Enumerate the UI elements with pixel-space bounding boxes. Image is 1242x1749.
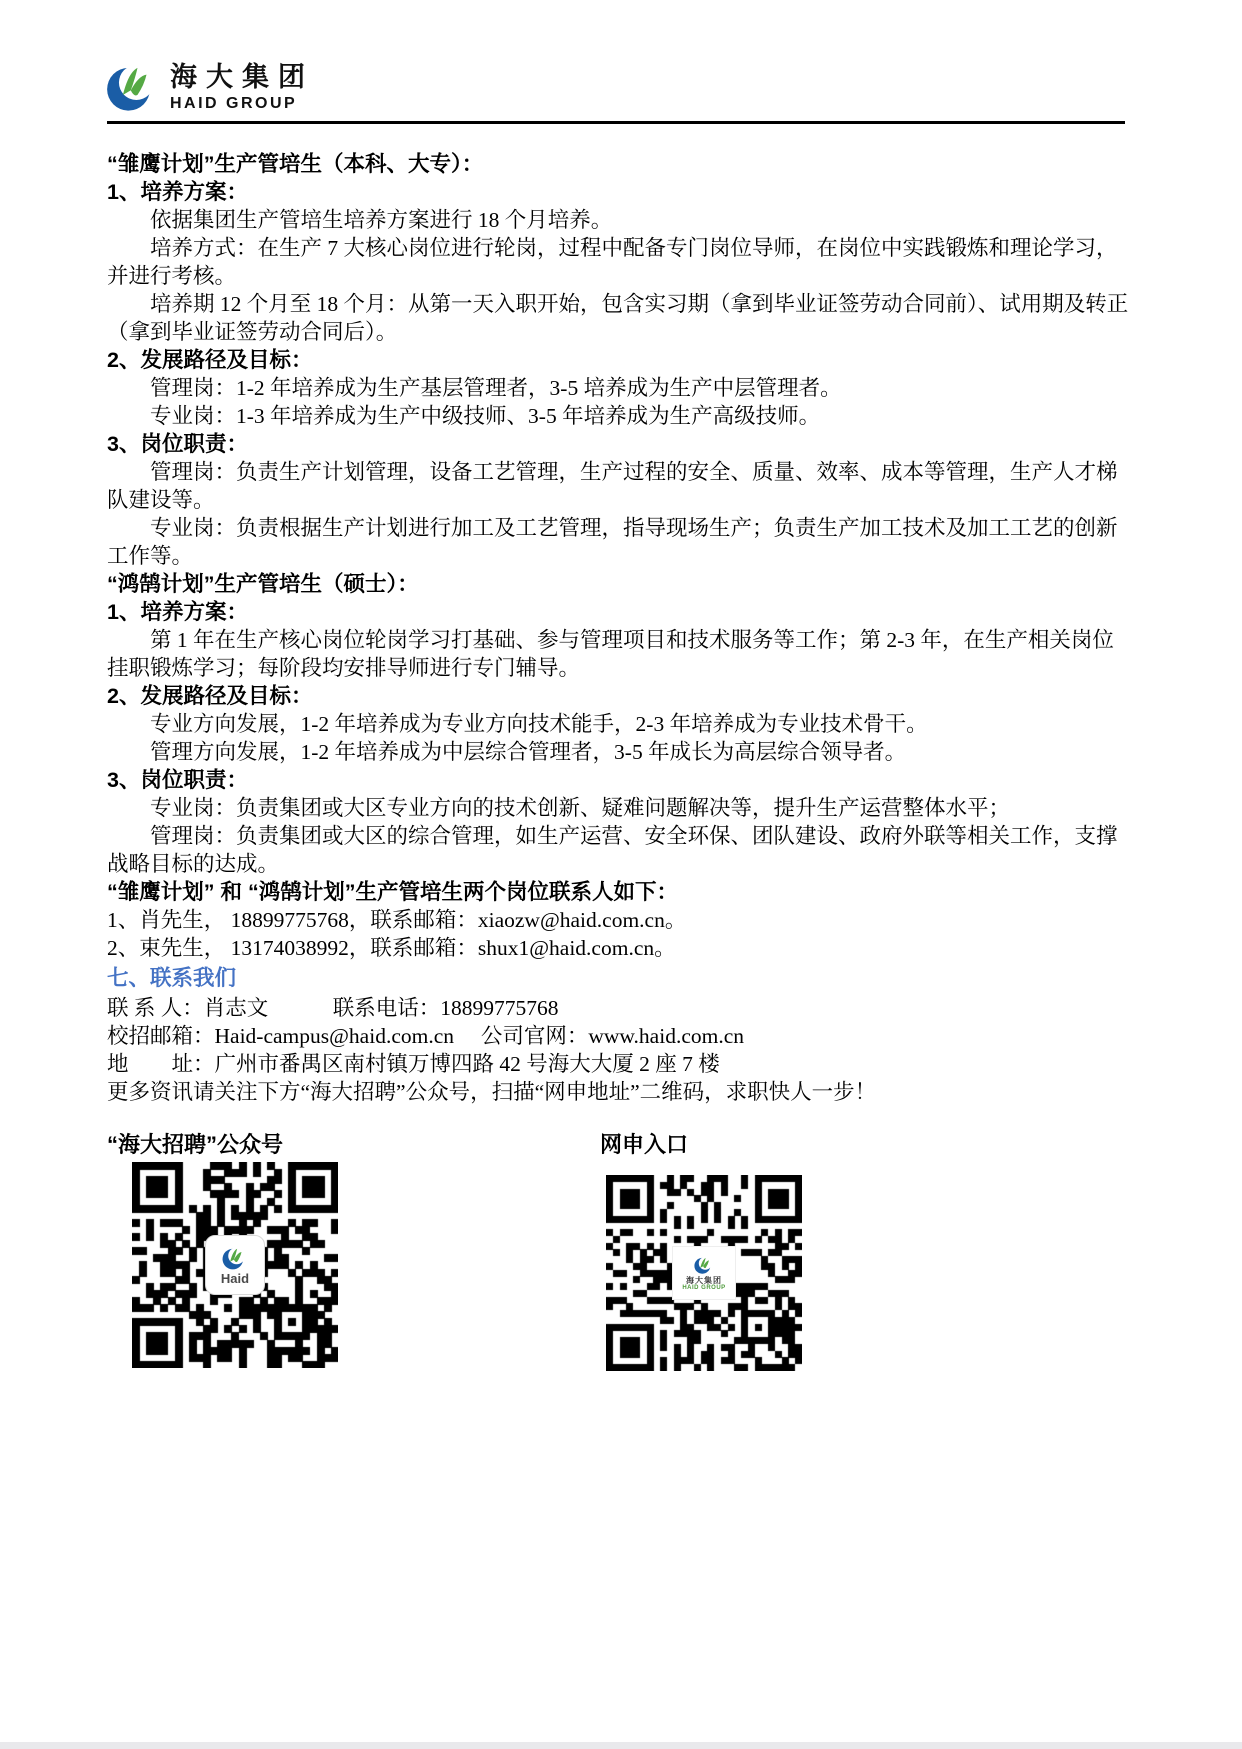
paragraph: 依据集团生产管培生培养方案进行 18 个月培养。 xyxy=(150,208,613,232)
qr-section xyxy=(107,1131,1135,1371)
qr-logo-text-en: HAID GROUP xyxy=(682,1284,726,1291)
paragraph: 管理岗：1-2 年培养成为生产基层管理者，3-5 培养成为生产中层管理者。 xyxy=(150,376,842,400)
haid-logo-icon xyxy=(222,1245,248,1271)
qr-column-apply xyxy=(600,1131,1135,1371)
haid-logo xyxy=(106,60,314,114)
logo-name-en: HAID GROUP xyxy=(170,94,298,112)
qr-logo-text-cn: 海大集团 xyxy=(686,1275,722,1285)
page-bottom-bar xyxy=(0,1742,1242,1749)
promo-line: 更多资讯请关注下方“海大招聘”公众号，扫描“网申地址”二维码，求职快人一步！ xyxy=(107,1080,877,1104)
haid-logo-icon xyxy=(694,1255,714,1275)
contact-person-line: 2、束先生， 13174038992，联系邮箱：shux1@haid.com.cn。 xyxy=(107,936,676,960)
paragraph: 培养方式：在生产 7 大核心岗位进行轮岗，过程中配备专门岗位导师，在岗位中实践锻炼和理论学习，并进行考核。 xyxy=(107,236,1118,288)
qr-code-apply xyxy=(606,1175,802,1371)
qr-label-wechat: “海大招聘”公众号 xyxy=(107,1132,284,1157)
header-divider xyxy=(107,121,1125,124)
paragraph: 管理方向发展，1-2 年培养成为中层综合管理者，3-5 年成长为高层综合领导者。 xyxy=(150,740,907,764)
contact-person-line: 1、肖先生， 18899775768，联系邮箱：xiaozw@haid.com.cn。 xyxy=(107,908,687,932)
paragraph: 专业岗：1-3 年培养成为生产中级技师、3-5 年培养成为生产高级技师。 xyxy=(150,404,821,428)
qr-center-logo xyxy=(672,1246,736,1300)
paragraph: 第 1 年在生产核心岗位轮岗学习打基础、参与管理项目和技术服务等工作；第 2-3 年，在生产相关岗位挂职锻炼学习；每阶段均安排导师进行专门辅导。 xyxy=(107,628,1114,680)
section2-item3-heading: 3、岗位职责： xyxy=(107,768,248,792)
contact-persons-title: “雏鹰计划” 和 “鸿鹄计划”生产管培生两个岗位联系人如下： xyxy=(107,880,678,904)
section1-item3-heading: 3、岗位职责： xyxy=(107,432,248,456)
section1-title: “雏鹰计划”生产管培生（本科、大专）： xyxy=(107,152,484,176)
section2-title: “鸿鹄计划”生产管培生（硕士）： xyxy=(107,572,419,596)
contact-email-website-line: 校招邮箱：Haid-campus@haid.com.cn 公司官网：www.haid.com.cn xyxy=(107,1024,745,1048)
contact-us-title: 七、联系我们 xyxy=(107,966,237,990)
paragraph: 专业方向发展，1-2 年培养成为专业方向技术能手，2-3 年培养成为专业技术骨干。 xyxy=(150,712,928,736)
paragraph: 管理岗：负责生产计划管理，设备工艺管理，生产过程的安全、质量、效率、成本等管理，生产人才梯队建设等。 xyxy=(107,460,1118,512)
section2-item1-heading: 1、培养方案： xyxy=(107,600,248,624)
section1-item2-heading: 2、发展路径及目标： xyxy=(107,348,313,372)
qr-column-wechat xyxy=(107,1131,600,1371)
contact-address-line: 地 址：广州市番禺区南村镇万博四路 42 号海大大厦 2 座 7 楼 xyxy=(107,1052,720,1076)
paragraph: 管理岗：负责集团或大区的综合管理，如生产运营、安全环保、团队建设、政府外联等相关工作，支撑战略目标的达成。 xyxy=(107,824,1118,876)
paragraph: 培养期 12 个月至 18 个月：从第一天入职开始，包含实习期（拿到毕业证签劳动合同前）、试用期及转正（拿到毕业证签劳动合同后）。 xyxy=(107,292,1129,344)
qr-logo-text: Haid xyxy=(220,1271,250,1286)
paragraph: 专业岗：负责集团或大区专业方向的技术创新、疑难问题解决等，提升生产运营整体水平； xyxy=(150,796,1011,820)
section1-item1-heading: 1、培养方案： xyxy=(107,180,248,204)
section2-item2-heading: 2、发展路径及目标： xyxy=(107,684,313,708)
logo-text xyxy=(170,62,314,113)
contact-name-phone-line: 联 系 人：肖志文 联系电话：18899775768 xyxy=(107,996,559,1020)
qr-code-wechat xyxy=(132,1162,338,1368)
haid-logo-icon xyxy=(106,60,160,114)
document-body xyxy=(107,150,1135,1371)
paragraph: 专业岗：负责根据生产计划进行加工及工艺管理，指导现场生产；负责生产加工技术及加工工艺的创新工作等。 xyxy=(107,516,1118,568)
qr-label-apply: 网申入口 xyxy=(600,1132,689,1157)
qr-center-logo xyxy=(205,1235,265,1295)
logo-name-cn: 海大集团 xyxy=(170,61,314,92)
